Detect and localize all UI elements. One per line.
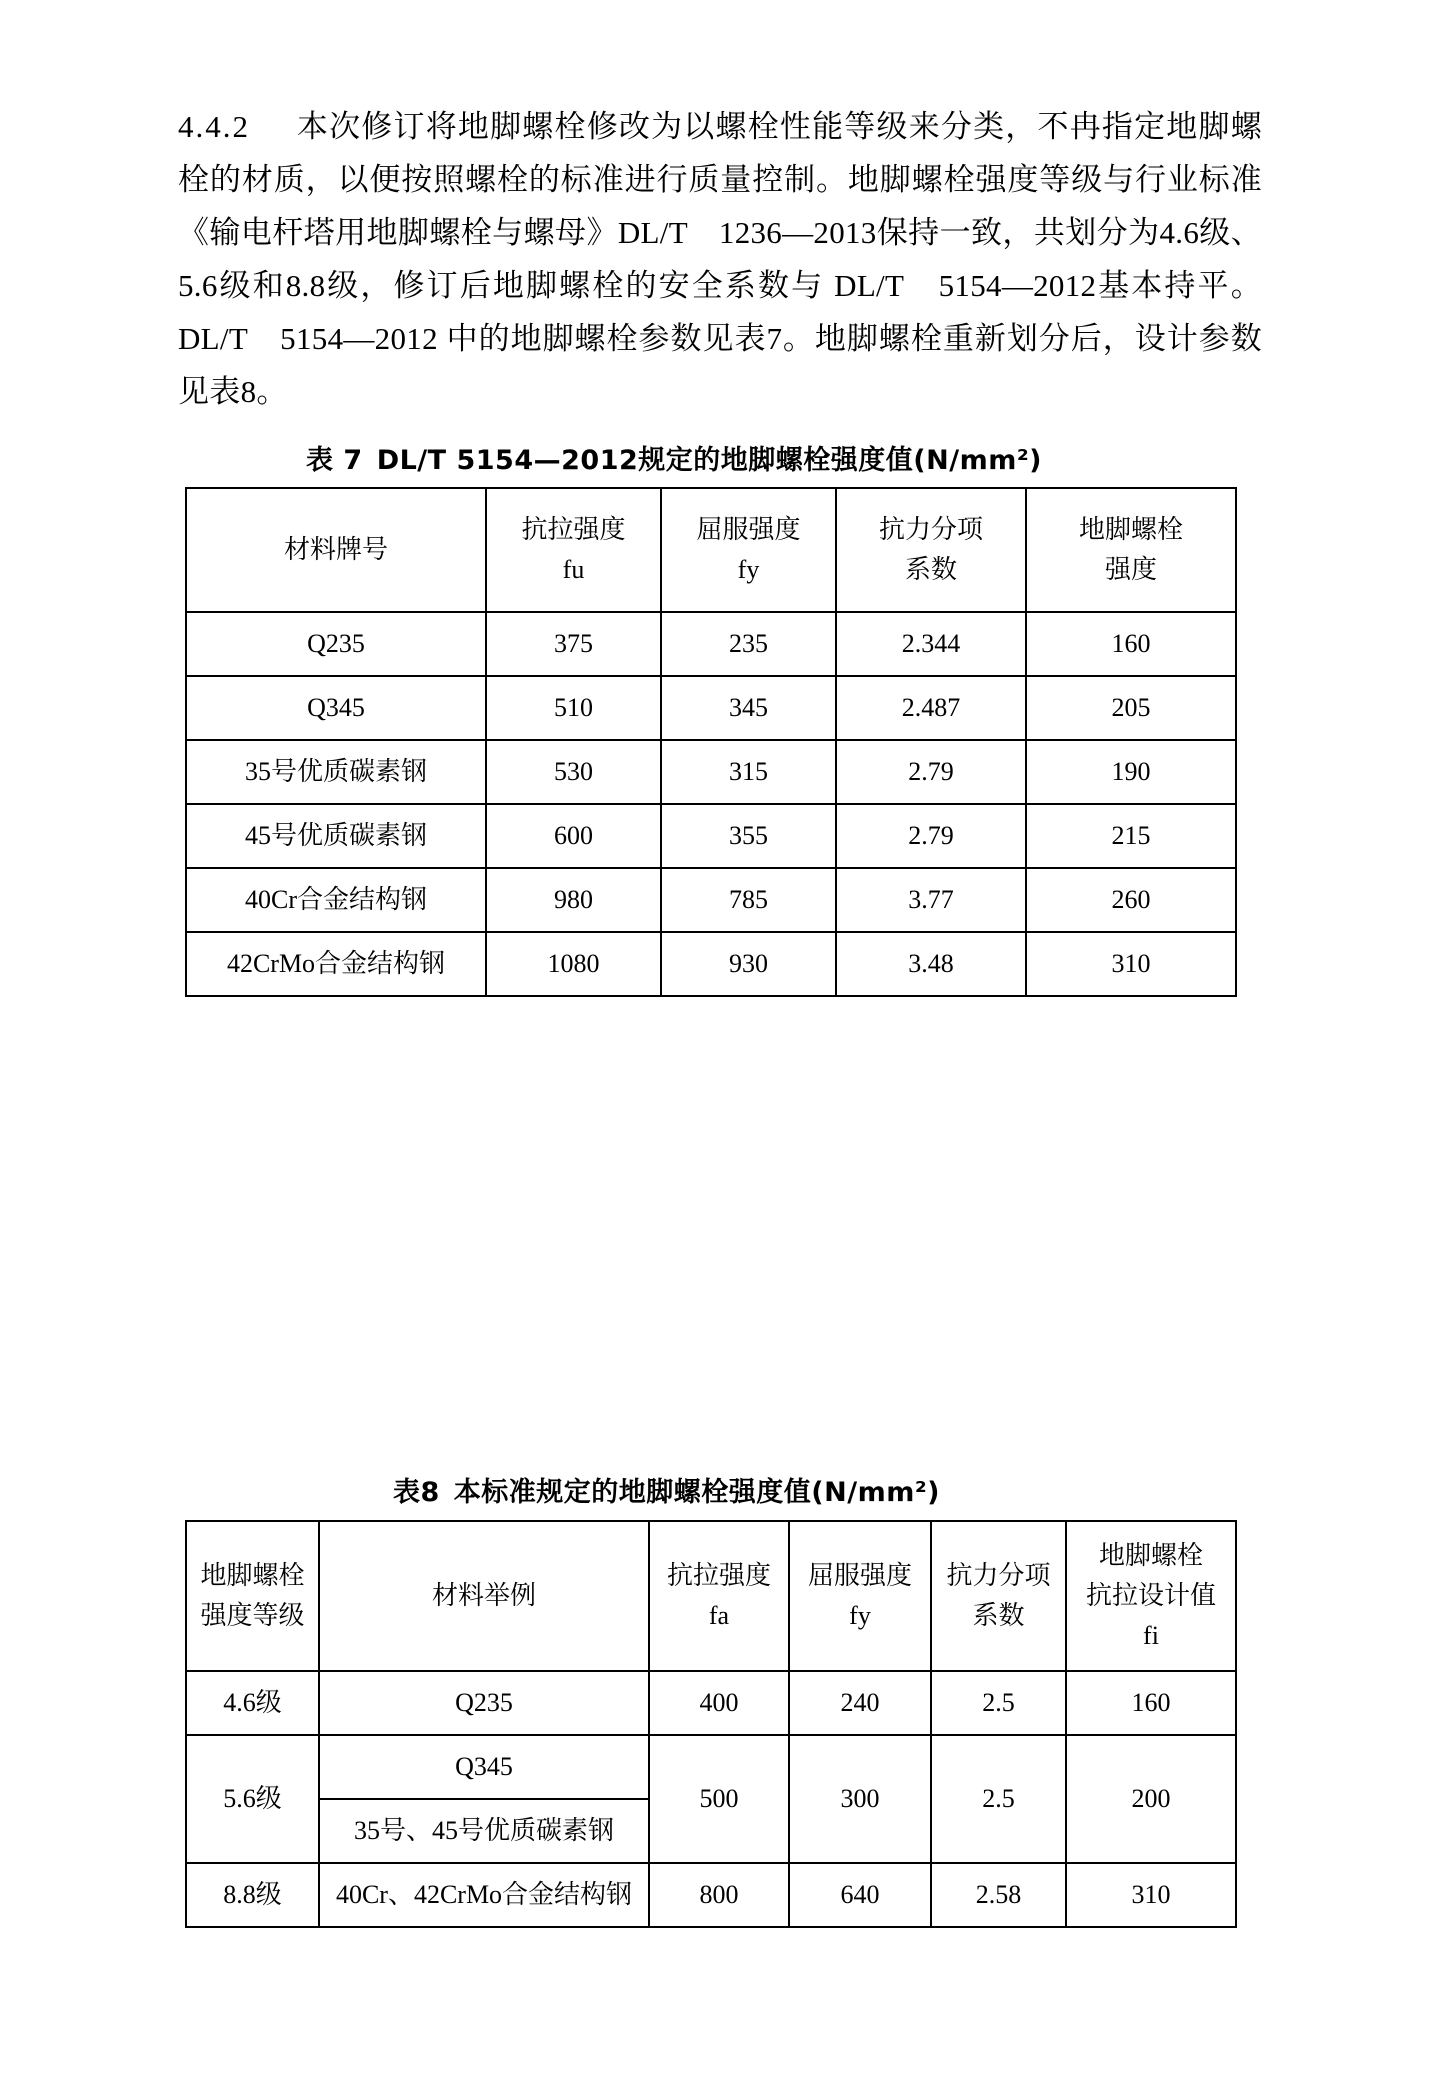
table7-cell-fy: 315 — [661, 740, 836, 804]
table8-cell-fa: 400 — [649, 1671, 789, 1735]
table7-header-1-line1: 抗拉强度 — [521, 515, 626, 544]
table8-cell-fy: 300 — [789, 1735, 931, 1863]
table8-header-cell-5 — [1066, 1521, 1236, 1671]
table7-cell-gamma: 3.48 — [836, 932, 1026, 996]
table8-cell-gamma: 2.58 — [931, 1863, 1066, 1927]
table-row — [186, 804, 1236, 868]
table7-caption-title: DL/T 5154—2012规定的地脚螺栓强度值(N/mm²) — [376, 445, 1043, 476]
table-row — [186, 1671, 1236, 1735]
table7-cell-fy: 785 — [661, 868, 836, 932]
table-row — [186, 1863, 1236, 1927]
table-7 — [185, 487, 1237, 997]
table8-cell-fy: 240 — [789, 1671, 931, 1735]
table8-header-0-line1: 地脚螺栓 — [200, 1561, 305, 1590]
table8-caption-title: 本标准规定的地脚螺栓强度值(N/mm²) — [453, 1477, 941, 1508]
table7-cell-gamma: 2.79 — [836, 804, 1026, 868]
table8-header-0-line2: 强度等级 — [200, 1601, 305, 1630]
table8-header-4-line1: 抗力分项 — [946, 1561, 1051, 1590]
table7-header-cell-4 — [1026, 488, 1236, 612]
table8-cell-grade: 4.6级 — [186, 1671, 319, 1735]
table8-cell-fi: 160 — [1066, 1671, 1236, 1735]
table7-header-1-line2: fu — [562, 555, 585, 584]
table7-cell-strength: 160 — [1026, 612, 1236, 676]
table7-cell-material: 42CrMo合金结构钢 — [186, 932, 486, 996]
table8-header-5-line3: fi — [1143, 1621, 1159, 1650]
table7-cell-fu: 530 — [486, 740, 661, 804]
table8-header-cell-4 — [931, 1521, 1066, 1671]
table7-cell-gamma: 3.77 — [836, 868, 1026, 932]
table-row — [186, 676, 1236, 740]
table7-cell-material: 35号优质碳素钢 — [186, 740, 486, 804]
table-row — [186, 612, 1236, 676]
table7-cell-fu: 1080 — [486, 932, 661, 996]
table8-header-1-line1: 材料举例 — [431, 1581, 536, 1610]
table8-cell-grade: 5.6级 — [186, 1735, 319, 1863]
table8-header-3-line1: 屈服强度 — [807, 1561, 912, 1590]
table7-header-2-line2: fy — [737, 555, 760, 584]
table7-header-0-line1: 材料牌号 — [283, 535, 388, 564]
table7-caption — [306, 438, 1042, 477]
table8-cell-fa: 500 — [649, 1735, 789, 1863]
table-row — [186, 868, 1236, 932]
table7-header-cell-0 — [186, 488, 486, 612]
table8-header-cell-1 — [319, 1521, 649, 1671]
table8-cell-grade: 8.8级 — [186, 1863, 319, 1927]
table8-header-5-line2: 抗拉设计值 — [1085, 1581, 1216, 1610]
table8-cell-material: Q345 — [319, 1735, 649, 1799]
table7-cell-material: 45号优质碳素钢 — [186, 804, 486, 868]
table7-cell-gamma: 2.487 — [836, 676, 1026, 740]
table7-cell-strength: 310 — [1026, 932, 1236, 996]
table8-header-cell-0 — [186, 1521, 319, 1671]
table8-cell-material: Q235 — [319, 1671, 649, 1735]
paragraph-text: 本次修订将地脚螺栓修改为以螺栓性能等级来分类，不冉指定地脚螺栓的材质，以便按照螺栓的标准进行质量控制。地脚螺栓强度等级与行业标准《输电杆塔用地脚螺栓与螺母》DL/T 1236—2013保持一致，共划分为4.6级、5.6级和8.8级，修订后地脚螺栓的安全系数与 DL/T 5154—2012基本持平。 DL/T 5154—2012 中的地脚螺栓参数见表7。地脚螺栓重新划分后，设计参数见表8。 — [178, 109, 1262, 409]
table8-cell-gamma: 2.5 — [931, 1671, 1066, 1735]
table7-cell-strength: 260 — [1026, 868, 1236, 932]
table7-header-3-line2: 系数 — [904, 555, 957, 584]
table8-header-row — [186, 1521, 1236, 1671]
table8-cell-fi: 310 — [1066, 1863, 1236, 1927]
table7-cell-material: Q345 — [186, 676, 486, 740]
table7-cell-gamma: 2.79 — [836, 740, 1026, 804]
table7-cell-fy: 930 — [661, 932, 836, 996]
table7-cell-fu: 510 — [486, 676, 661, 740]
table7-cell-strength: 215 — [1026, 804, 1236, 868]
table8-header-2-line1: 抗拉强度 — [666, 1561, 771, 1590]
table-row — [186, 1735, 1236, 1799]
table8-header-5-line1: 地脚螺栓 — [1098, 1541, 1203, 1570]
table8-header-cell-2 — [649, 1521, 789, 1671]
table8-cell-gamma: 2.5 — [931, 1735, 1066, 1863]
table7-cell-material: Q235 — [186, 612, 486, 676]
table7-header-cell-2 — [661, 488, 836, 612]
table-8 — [185, 1520, 1237, 1928]
table8-caption — [393, 1470, 940, 1509]
table7-header-4-line2: 强度 — [1104, 555, 1157, 584]
table7-header-row — [186, 488, 1236, 612]
table8-cell-material: 40Cr、42CrMo合金结构钢 — [319, 1863, 649, 1927]
table7-header-2-line1: 屈服强度 — [696, 515, 801, 544]
table8-cell-material-alt: 35号、45号优质碳素钢 — [319, 1799, 649, 1863]
table8-header-4-line2: 系数 — [972, 1601, 1025, 1630]
table7-cell-material: 40Cr合金结构钢 — [186, 868, 486, 932]
table8-caption-label: 表8 — [393, 1477, 440, 1508]
table7-header-3-line1: 抗力分项 — [878, 515, 983, 544]
table8-header-cell-3 — [789, 1521, 931, 1671]
table7-cell-gamma: 2.344 — [836, 612, 1026, 676]
paragraph-4-4-2 — [178, 100, 1262, 418]
table7-cell-fu: 375 — [486, 612, 661, 676]
paragraph-number: 4.4.2 — [178, 109, 250, 144]
table7-cell-fy: 355 — [661, 804, 836, 868]
table7-header-cell-3 — [836, 488, 1026, 612]
table7-cell-fy: 235 — [661, 612, 836, 676]
table8-cell-fi: 200 — [1066, 1735, 1236, 1863]
table7-cell-strength: 190 — [1026, 740, 1236, 804]
table8-cell-fa: 800 — [649, 1863, 789, 1927]
table7-header-cell-1 — [486, 488, 661, 612]
table7-cell-strength: 205 — [1026, 676, 1236, 740]
table7-cell-fy: 345 — [661, 676, 836, 740]
table7-header-4-line1: 地脚螺栓 — [1078, 515, 1183, 544]
table8-header-3-line2: fy — [849, 1601, 871, 1630]
table8-header-2-line2: fa — [708, 1601, 730, 1630]
table-row — [186, 932, 1236, 996]
table7-caption-label: 表 7 — [306, 445, 363, 476]
table7-cell-fu: 600 — [486, 804, 661, 868]
table-row — [186, 740, 1236, 804]
table8-cell-fy: 640 — [789, 1863, 931, 1927]
table7-cell-fu: 980 — [486, 868, 661, 932]
